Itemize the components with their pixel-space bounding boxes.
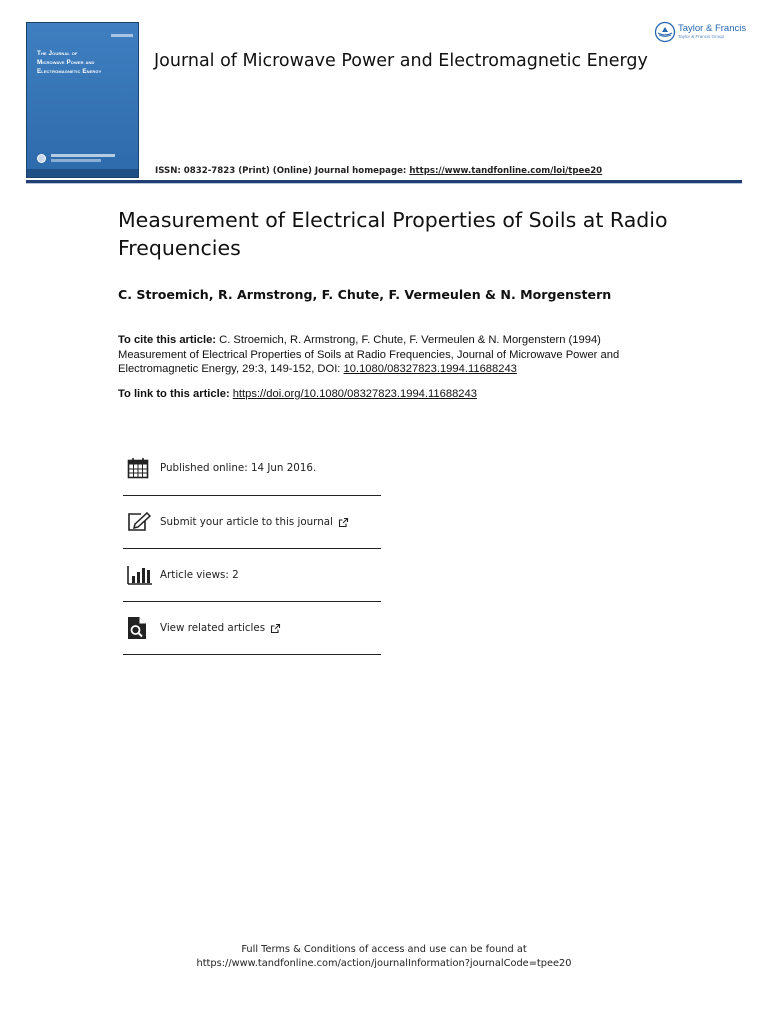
cover-title-line: Electromagnetic Energy [37, 68, 102, 75]
journal-issn-line [155, 166, 602, 176]
submit-article-link[interactable]: Submit your article to this journal [160, 516, 333, 528]
external-link-icon [338, 513, 349, 532]
publisher-name: Taylor & Francis [678, 23, 747, 34]
cover-bottom-band [27, 169, 138, 178]
journal-cover-image [26, 22, 139, 178]
terms-footer [0, 943, 768, 971]
search-document-icon [123, 616, 160, 640]
edit-icon [123, 512, 160, 532]
cover-title-line: The Journal of [37, 50, 78, 57]
terms-footer-text: Full Terms & Conditions of access and use can be found at [241, 944, 527, 955]
publisher-logo[interactable] [654, 21, 746, 43]
published-online-text: Published online: 14 Jun 2016. [160, 461, 317, 474]
external-link-icon [270, 619, 281, 638]
citation-doi-link[interactable]: 10.1080/08327823.1994.11688243 [343, 363, 517, 375]
society-seal-icon [37, 154, 46, 163]
bar-chart-icon [123, 565, 160, 585]
cover-title [37, 49, 135, 76]
journal-title: Journal of Microwave Power and Electromagnetic Energy [154, 51, 648, 71]
article-link-label: To link to this article: [118, 388, 230, 400]
cover-publisher-text [51, 159, 101, 162]
calendar-icon [123, 457, 160, 479]
article-authors: C. Stroemich, R. Armstrong, F. Chute, F. Vermeulen & N. Morgenstern [118, 287, 612, 302]
cover-issn-mark [111, 34, 133, 37]
related-articles-link[interactable]: View related articles [160, 622, 266, 634]
citation-block [118, 333, 658, 377]
article-views-item [123, 549, 381, 602]
cover-publisher-text [51, 154, 115, 157]
citation-label: To cite this article: [118, 334, 217, 346]
publisher-group: Taylor & Francis Group [678, 34, 725, 39]
taylor-francis-logo-icon [654, 21, 676, 43]
cover-title-line: Microwave Power and [37, 59, 95, 66]
related-articles-item[interactable] [123, 602, 381, 655]
header-divider-thin [26, 183, 742, 184]
article-title: Measurement of Electrical Properties of Soils at Radio Frequencies [118, 208, 668, 260]
article-actions-list [123, 440, 381, 655]
article-views-text: Article views: 2 [160, 569, 239, 581]
issn-text: ISSN: 0832-7823 (Print) (Online) Journal homepage: [155, 166, 410, 176]
terms-footer-url[interactable]: https://www.tandfonline.com/action/journalInformation?journalCode=tpee20 [196, 958, 572, 969]
article-link-block [118, 388, 477, 400]
published-online-item [123, 440, 381, 496]
article-doi-url[interactable]: https://doi.org/10.1080/08327823.1994.11688243 [232, 388, 477, 400]
journal-homepage-link[interactable]: https://www.tandfonline.com/loi/tpee20 [409, 166, 603, 176]
citation-text: C. Stroemich, R. Armstrong, F. Chute, F. Vermeulen & N. Morgenstern (1994) Measurement of Electrical Properties of Soils at Radio Frequencies, Journal of Microwave Power and Electromagnetic Energy, 29:3, 149-152, DOI: [118, 334, 620, 375]
submit-article-item[interactable] [123, 496, 381, 549]
